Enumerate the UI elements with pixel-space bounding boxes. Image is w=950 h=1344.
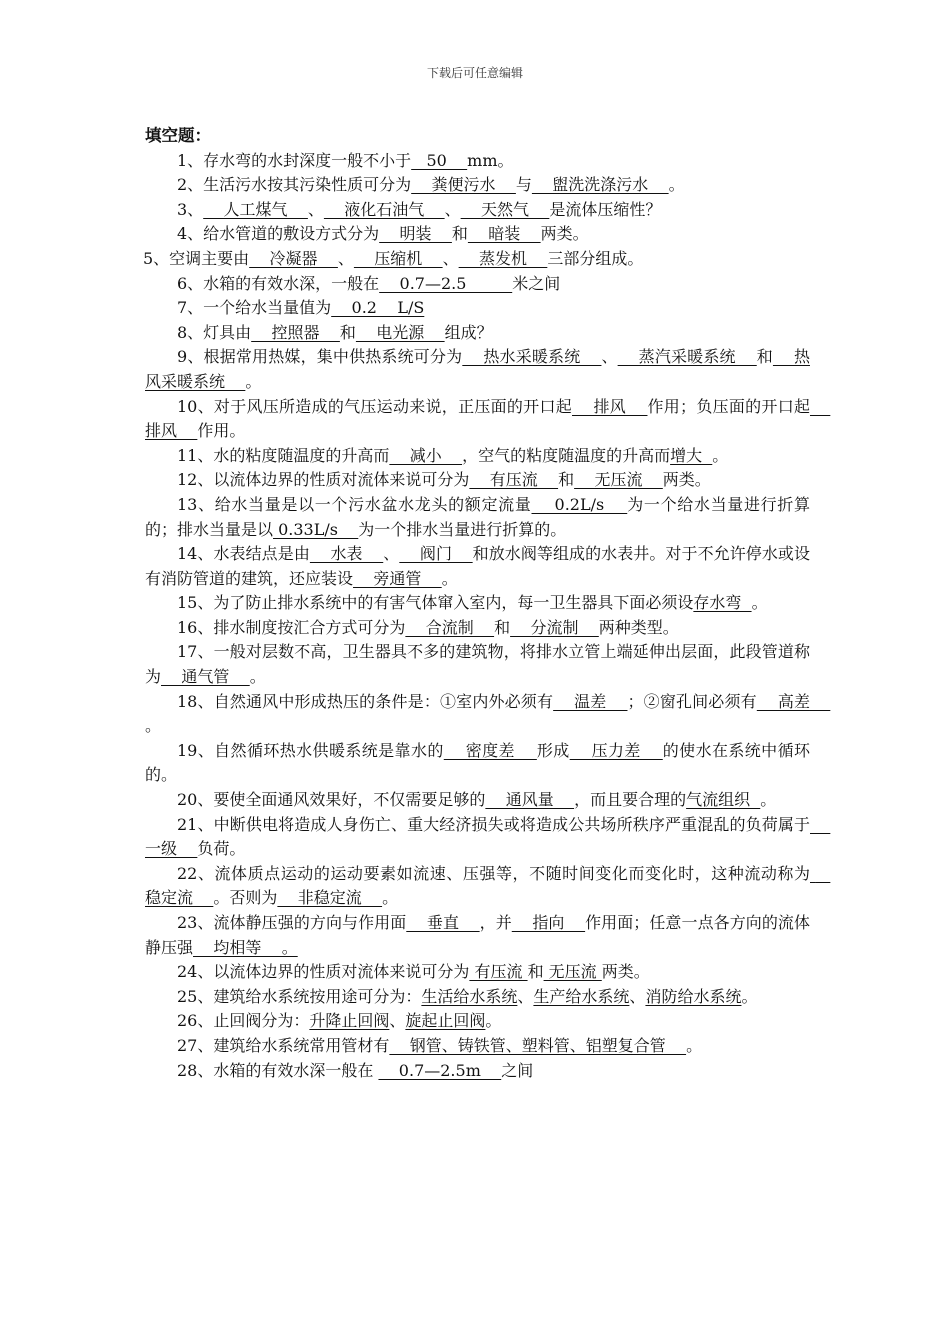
- answer-blank: 0.2 L/S: [331, 298, 425, 318]
- question-text: 11、水的粘度随温度的升高而: [177, 445, 390, 465]
- answer-blank: 高差: [756, 691, 831, 711]
- question-text: 13、给水当量是以一个污水盆水龙头的额定流量: [177, 494, 532, 514]
- question-item: [145, 960, 810, 985]
- answer-blank: 无压流: [543, 962, 602, 982]
- question-text: 23、流体静压强的方向与作用面: [177, 913, 407, 932]
- answer-blank: 明装: [379, 224, 452, 244]
- question-text: 3、: [177, 199, 204, 219]
- question-text: 19、自然循环热水供暖系统是靠水的: [177, 740, 444, 760]
- answer-blank: 压缩机: [353, 248, 443, 268]
- question-text: 。: [686, 1035, 703, 1055]
- section-title: 填空题：: [145, 126, 211, 145]
- question-text: 20、要使全面通风效果好，不仅需要足够的: [177, 790, 486, 810]
- answer-blank: 电光源: [355, 322, 445, 342]
- question-text: 15、为了防止排水系统中的有害气体窜入室内，每一卫生器具下面必须设: [177, 593, 694, 613]
- question-text: 为一个给水当量进行折算的；排水当量是以: [145, 494, 810, 539]
- answer-blank: 蒸汽采暖系统: [617, 347, 757, 367]
- question-text: 10、对于风压所造成的气压运动来说，正压面的开口起: [177, 396, 573, 416]
- question-text: 18、自然通风中形成热压的条件是：①室内外必须有: [177, 691, 554, 711]
- question-text: 7、一个给水当量值为: [177, 298, 332, 318]
- question-item: [145, 296, 810, 321]
- question-text: 、: [517, 986, 534, 1006]
- answer-blank: 盥洗洗涤污水: [531, 175, 669, 195]
- question-text: 14、水表结点是由: [177, 544, 310, 564]
- question-item: [145, 468, 810, 493]
- question-item: [145, 173, 810, 198]
- page-header: 下载后可任意编辑: [426, 66, 523, 80]
- question-text: ，而且要合理的: [574, 790, 687, 810]
- answer-blank: 温差: [553, 691, 628, 711]
- question-item: [145, 813, 831, 862]
- answer-blank: 水表: [309, 544, 384, 564]
- question-item: [145, 272, 810, 297]
- question-text: 。: [668, 175, 685, 195]
- question-text: 两种类型。: [598, 617, 679, 637]
- answer-blank: 暗装: [467, 224, 541, 244]
- question-item: [145, 222, 810, 247]
- question-text: 1、存水弯的水封深度一般不小于: [177, 150, 412, 170]
- answer-blank: 密度差: [443, 740, 537, 760]
- question-text: 17、一般对层数不高，卫生器具不多的建筑物，将排水立管上端延伸出层面，此段管道称为: [145, 642, 810, 687]
- question-item: [145, 444, 810, 469]
- answer-blank: 50: [411, 150, 468, 170]
- answer-blank: 热水采暖系统: [462, 347, 602, 367]
- question-item: [145, 247, 810, 272]
- question-item: [145, 788, 810, 813]
- answer-blank: 稳定流: [145, 863, 831, 908]
- question-text: 和: [527, 962, 544, 982]
- question-item: [145, 395, 831, 444]
- answer-blank: 有压流: [469, 962, 528, 982]
- question-list: [143, 149, 831, 1084]
- question-text: 、: [337, 248, 354, 268]
- question-text: 和: [494, 617, 511, 637]
- answer-blank: 升降止回阀: [309, 1011, 390, 1031]
- answer-blank: 垂直: [406, 913, 480, 932]
- answer-blank: 无压流: [574, 470, 663, 490]
- question-text: 27、建筑给水系统常用管材有: [177, 1035, 390, 1055]
- question-item: [145, 862, 831, 911]
- answer-blank: 指向: [511, 913, 586, 932]
- question-text: 25、建筑给水系统按用途可分为：: [177, 986, 422, 1006]
- answer-blank: 0.7—2.5: [379, 273, 513, 293]
- question-text: 16、排水制度按汇合方式可分为: [177, 617, 406, 637]
- question-text: 和: [339, 322, 356, 342]
- question-text: 负荷。: [197, 839, 246, 859]
- answer-blank: 排风: [145, 396, 831, 441]
- answer-blank: 生产给水系统: [533, 986, 630, 1006]
- answer-blank: 通风量: [485, 790, 575, 810]
- question-item: [145, 616, 810, 641]
- question-text: 。: [741, 986, 758, 1006]
- question-text: 作用。: [197, 421, 246, 441]
- question-text: 三部分组成。: [547, 248, 644, 268]
- answer-blank: 合流制: [405, 617, 495, 637]
- question-text: 21、中断供电将造成人身伤亡、重大经济损失或将造成公共场所秩序严重混乱的负荷属于: [177, 814, 810, 834]
- question-text: 是流体压缩性？: [549, 199, 662, 219]
- answer-blank: 增大: [670, 445, 713, 465]
- answer-blank: 非稳定流: [277, 888, 383, 908]
- answer-blank: 一级: [145, 814, 831, 859]
- answer-blank: 粪便污水: [411, 175, 516, 195]
- question-text: 作用；负压面的开口起: [647, 396, 810, 416]
- question-text: 和: [756, 347, 773, 367]
- question-item: [145, 1009, 810, 1034]
- question-item: [145, 1034, 810, 1059]
- question-item: [145, 911, 810, 960]
- answer-blank: 0.7—2.5m: [378, 1060, 502, 1080]
- question-text: 两类。: [662, 470, 711, 490]
- answer-blank: 存水弯: [693, 593, 752, 613]
- question-text: 米之间: [512, 273, 561, 293]
- question-text: 、: [389, 1011, 406, 1031]
- question-item: [145, 985, 810, 1010]
- question-text: 、: [307, 199, 324, 219]
- answer-blank: 排风: [572, 396, 648, 416]
- answer-blank: 热风采暖系统: [145, 347, 810, 391]
- answer-blank: 通气管: [161, 667, 250, 687]
- question-text: 和放水阀等组成的水表井。对于不允许停水或设有消防管道的建筑，还应装设: [145, 544, 810, 588]
- answer-blank: 压力差: [569, 740, 663, 760]
- answer-blank: 控照器: [251, 322, 340, 342]
- question-text: 、: [383, 544, 400, 564]
- question-text: 两类。: [540, 224, 589, 244]
- question-text: 。: [712, 445, 729, 465]
- question-text: ，空气的粘度随温度的升高而: [462, 445, 671, 465]
- answer-blank: 气流组织: [686, 790, 761, 810]
- question-item: [145, 321, 810, 346]
- answer-blank: 人工煤气: [203, 199, 308, 219]
- answer-blank: 液化石油气: [323, 199, 445, 219]
- question-item: [145, 345, 810, 394]
- question-text: 4、给水管道的敷设方式分为: [177, 224, 380, 244]
- question-text: ，并: [479, 913, 512, 932]
- question-text: 26、止回阀分为：: [177, 1011, 310, 1031]
- question-text: 。: [441, 568, 458, 588]
- question-text: 。: [760, 790, 777, 810]
- question-text: 和: [558, 470, 575, 490]
- question-text: 6、水箱的有效水深，一般在: [177, 273, 380, 293]
- answer-blank: 0.2L/s: [531, 494, 628, 514]
- document-body: [143, 124, 831, 1083]
- question-text: 。否则为: [213, 888, 278, 908]
- question-text: 5、空调主要由: [143, 248, 250, 268]
- question-text: 28、水箱的有效水深一般在: [177, 1060, 379, 1080]
- question-text: 。: [249, 667, 266, 687]
- question-text: 之间: [501, 1060, 534, 1080]
- question-text: 9、根据常用热媒，集中供热系统可分为: [177, 347, 463, 367]
- question-text: 。: [382, 888, 399, 908]
- answer-blank: 消防给水系统: [645, 986, 742, 1006]
- question-text: 两类。: [601, 962, 650, 982]
- question-item: [145, 690, 831, 739]
- question-text: 。: [245, 371, 262, 391]
- question-text: 作用面；任意一点各方向的流体静压强: [145, 913, 810, 957]
- question-text: ；②窗孔间必须有: [627, 691, 757, 711]
- question-text: 24、以流体边界的性质对流体来说可分为: [177, 962, 470, 982]
- question-text: 8、灯具由: [177, 322, 252, 342]
- question-item: [145, 149, 810, 174]
- question-item: [145, 640, 810, 689]
- answer-blank: 生活给水系统: [421, 986, 518, 1006]
- question-text: 2、生活污水按其污染性质可分为: [177, 175, 412, 195]
- question-text: 组成？: [444, 322, 493, 342]
- question-text: 、: [629, 986, 646, 1006]
- question-text: 、: [444, 199, 461, 219]
- answer-blank: 均相等 。: [193, 937, 298, 957]
- answer-blank: 0.33L/s: [273, 519, 359, 539]
- question-text: 为一个排水当量进行折算的。: [358, 519, 567, 539]
- answer-blank: 阀门: [399, 544, 473, 564]
- question-text: 、: [601, 347, 618, 367]
- question-text: 。: [751, 593, 768, 613]
- question-item: [145, 542, 810, 591]
- question-text: 12、以流体边界的性质对流体来说可分为: [177, 470, 470, 490]
- question-item: [145, 591, 810, 616]
- question-item: [145, 493, 810, 542]
- question-text: 22、流体质点运动的运动要素如流速、压强等，不随时间变化而变化时，这种流动称为: [177, 863, 810, 883]
- answer-blank: 冷凝器: [249, 248, 338, 268]
- question-text: 和: [451, 224, 468, 244]
- answer-blank: 分流制: [510, 617, 599, 637]
- question-text: mm。: [467, 150, 514, 170]
- question-text: 、: [442, 248, 459, 268]
- question-item: [145, 198, 810, 223]
- answer-blank: 旋起止回阀: [405, 1011, 486, 1031]
- question-text: 形成: [536, 740, 570, 760]
- question-text: 。: [145, 716, 162, 736]
- answer-blank: 钢管、铸铁管、塑料管、铝塑复合管: [389, 1035, 687, 1055]
- answer-blank: 天然气: [460, 199, 550, 219]
- question-text: 与: [515, 175, 532, 195]
- question-text: 的使水在系统中循环的。: [145, 740, 810, 785]
- answer-blank: 有压流: [469, 470, 559, 490]
- answer-blank: 减小: [389, 445, 463, 465]
- question-item: [145, 1059, 810, 1084]
- answer-blank: 旁通管: [353, 568, 442, 588]
- question-item: [145, 739, 810, 788]
- question-text: 。: [485, 1011, 502, 1031]
- answer-blank: 蒸发机: [458, 248, 548, 268]
